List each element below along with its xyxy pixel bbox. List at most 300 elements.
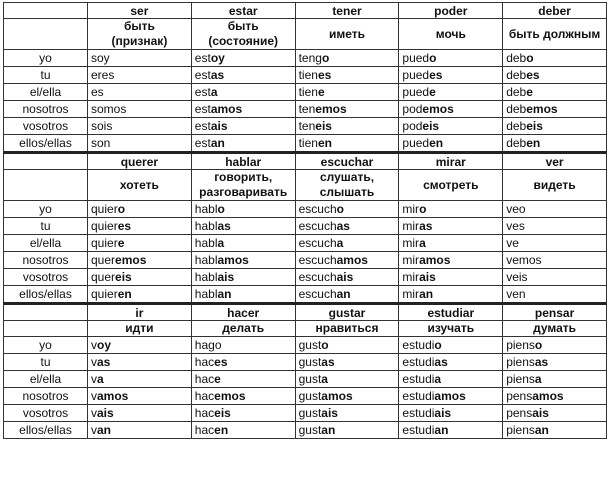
verb-form-cell	[88, 235, 192, 252]
verb-stem: estudi	[402, 355, 435, 369]
verb-infinitive: estudiar	[399, 304, 503, 321]
verb-stem: v	[91, 338, 97, 352]
verb-form-cell	[503, 235, 607, 252]
verb-stem: hac	[194, 389, 215, 403]
conjugation-table	[3, 2, 607, 439]
verb-stem: tien	[298, 68, 318, 82]
verb-translation: быть должным	[503, 19, 607, 50]
verb-form-cell	[503, 422, 607, 439]
verb-form-cell	[88, 252, 192, 269]
verb-form-cell	[399, 50, 503, 67]
verb-stem: mir	[402, 202, 420, 216]
verb-ending: o	[336, 202, 344, 216]
verb-form-cell	[295, 135, 399, 153]
verb-ending: an	[434, 423, 449, 437]
verb-stem: somos	[91, 102, 127, 116]
verb-form-cell	[88, 101, 192, 118]
empty-corner-cell	[4, 19, 88, 50]
pronoun-cell: tu	[4, 354, 88, 371]
pronoun-cell: yo	[4, 337, 88, 354]
verb-ending: o	[526, 51, 534, 65]
verb-stem: veis	[506, 270, 528, 284]
verb-form-cell	[399, 201, 503, 218]
verb-form-cell	[88, 50, 192, 67]
verb-stem: deb	[506, 102, 527, 116]
conjugation-row	[4, 135, 607, 153]
verb-stem: escuch	[298, 236, 337, 250]
verb-infinitive: ver	[503, 153, 607, 170]
verb-form-cell	[295, 201, 399, 218]
verb-ending: oy	[97, 338, 112, 352]
verb-form-cell	[191, 84, 295, 101]
verb-stem: teng	[298, 51, 322, 65]
verb-stem: escuch	[298, 253, 337, 267]
verb-form-cell	[399, 371, 503, 388]
pronoun-cell: el/ella	[4, 235, 88, 252]
verb-stem: piens	[506, 355, 535, 369]
verb-stem: tien	[298, 85, 318, 99]
verb-ending: eis	[526, 119, 543, 133]
verb-ending: as	[434, 355, 448, 369]
verb-ending: emos	[214, 389, 246, 403]
empty-corner-cell	[4, 3, 88, 19]
verb-stem: quer	[91, 253, 116, 267]
verb-stem: veo	[506, 202, 526, 216]
verb-ending: en	[317, 136, 332, 150]
verb-form-cell	[503, 118, 607, 135]
verb-form-cell	[399, 388, 503, 405]
verb-form-cell	[399, 235, 503, 252]
verb-infinitive: hacer	[191, 304, 295, 321]
verb-stem: quier	[91, 287, 118, 301]
verb-form-cell	[295, 252, 399, 269]
pronoun-cell: tu	[4, 67, 88, 84]
conjugation-row	[4, 405, 607, 422]
verb-stem: ven	[506, 287, 526, 301]
verb-stem: gust	[298, 389, 322, 403]
verb-ending: ais	[97, 406, 114, 420]
verb-form-cell	[399, 269, 503, 286]
verb-ending: ais	[217, 270, 235, 284]
verb-stem: piens	[506, 338, 535, 352]
verb-translation: делать	[191, 321, 295, 337]
verb-form-cell	[295, 50, 399, 67]
verb-infinitive: tener	[295, 3, 399, 19]
pronoun-cell: vosotros	[4, 269, 88, 286]
verb-infinitive: escuchar	[295, 153, 399, 170]
verb-stem: estudi	[402, 372, 435, 386]
verb-form-cell	[88, 269, 192, 286]
pronoun-cell: nosotros	[4, 252, 88, 269]
verb-stem: hac	[194, 423, 215, 437]
verb-stem: pued	[402, 51, 430, 65]
verb-form-cell	[503, 135, 607, 153]
verb-stem: escuch	[298, 287, 337, 301]
pronoun-cell: el/ella	[4, 84, 88, 101]
verb-ending: o	[419, 202, 427, 216]
verb-ending: o	[217, 202, 225, 216]
verb-stem: quer	[91, 270, 116, 284]
verb-header-row	[4, 3, 607, 19]
verb-infinitive: ir	[88, 304, 192, 321]
verb-form-cell	[399, 354, 503, 371]
verb-stem: quier	[91, 219, 118, 233]
empty-corner-cell	[4, 321, 88, 337]
pronoun-cell: ellos/ellas	[4, 135, 88, 153]
verb-infinitive: ser	[88, 3, 192, 19]
verb-form-cell	[503, 101, 607, 118]
verb-stem: tien	[298, 136, 318, 150]
verb-stem: pens	[506, 406, 533, 420]
verb-ending: an	[210, 136, 225, 150]
verb-ending: ais	[434, 406, 452, 420]
verb-form-cell	[191, 405, 295, 422]
verb-ending: e	[429, 85, 436, 99]
verb-form-cell	[503, 218, 607, 235]
conjugation-table-body	[4, 3, 607, 439]
verb-stem: mir	[402, 219, 420, 233]
verb-ending: en	[526, 136, 541, 150]
conjugation-row	[4, 422, 607, 439]
verb-translation: мочь	[399, 19, 503, 50]
verb-ending: as	[210, 68, 225, 82]
verb-stem: deb	[506, 85, 527, 99]
verb-form-cell	[295, 422, 399, 439]
verb-stem: deb	[506, 119, 527, 133]
verb-stem: escuch	[298, 270, 337, 284]
verb-form-cell	[503, 337, 607, 354]
verb-stem: habl	[194, 270, 218, 284]
verb-ending: an	[217, 287, 232, 301]
verb-ending: a	[321, 372, 328, 386]
verb-form-cell	[295, 388, 399, 405]
verb-ending: an	[534, 423, 549, 437]
verb-form-cell	[295, 269, 399, 286]
verb-form-cell	[191, 422, 295, 439]
verb-form-cell	[191, 371, 295, 388]
conjugation-row	[4, 337, 607, 354]
verb-stem: v	[91, 389, 97, 403]
verb-ending: as	[321, 355, 335, 369]
empty-corner-cell	[4, 170, 88, 201]
verb-ending: e	[214, 372, 221, 386]
verb-form-cell	[399, 337, 503, 354]
conjugation-row	[4, 67, 607, 84]
verb-form-cell	[503, 201, 607, 218]
verb-form-cell	[295, 354, 399, 371]
verb-stem: v	[91, 372, 97, 386]
verb-stem: mir	[402, 270, 420, 284]
verb-stem: habl	[194, 202, 218, 216]
verb-stem: pod	[402, 119, 423, 133]
verb-ending: a	[210, 85, 218, 99]
pronoun-cell: yo	[4, 50, 88, 67]
verb-stem: pod	[402, 102, 423, 116]
verb-form-cell	[295, 118, 399, 135]
verb-ending: emos	[422, 102, 454, 116]
verb-form-cell	[88, 388, 192, 405]
verb-stem: v	[91, 355, 97, 369]
verb-stem: hac	[194, 355, 215, 369]
verb-form-cell	[88, 67, 192, 84]
verb-stem: deb	[506, 136, 527, 150]
verb-stem: ten	[298, 119, 316, 133]
conjugation-row	[4, 201, 607, 218]
verb-header-row	[4, 304, 607, 321]
verb-form-cell	[88, 337, 192, 354]
verb-ending: o	[434, 338, 442, 352]
verb-form-cell	[191, 101, 295, 118]
verb-infinitive: hablar	[191, 153, 295, 170]
verb-ending: a	[336, 236, 344, 250]
pronoun-cell: ellos/ellas	[4, 422, 88, 439]
verb-form-cell	[191, 388, 295, 405]
verb-form-cell	[191, 269, 295, 286]
verb-stem: es	[91, 85, 104, 99]
verb-ending: ais	[419, 270, 436, 284]
verb-translation: смотреть	[399, 170, 503, 201]
pronoun-cell: yo	[4, 201, 88, 218]
verb-form-cell	[399, 422, 503, 439]
verb-stem: sois	[91, 119, 113, 133]
verb-form-cell	[399, 252, 503, 269]
verb-translation: быть (признак)	[88, 19, 192, 50]
verb-ending: eis	[214, 406, 231, 420]
verb-ending: en	[429, 136, 444, 150]
verb-form-cell	[399, 405, 503, 422]
pronoun-cell: tu	[4, 218, 88, 235]
verb-stem: estudi	[402, 338, 435, 352]
verb-ending: amos	[434, 389, 466, 403]
empty-corner-cell	[4, 153, 88, 170]
verb-stem: est	[194, 51, 211, 65]
verb-form-cell	[503, 50, 607, 67]
verb-ending: es	[214, 355, 228, 369]
verb-ending: es	[526, 68, 540, 82]
verb-stem: hago	[194, 338, 222, 352]
verb-ending: ais	[321, 406, 338, 420]
verb-stem: escuch	[298, 202, 337, 216]
verb-translation: изучать	[399, 321, 503, 337]
verb-form-cell	[503, 269, 607, 286]
conjugation-row	[4, 84, 607, 101]
verb-stem: estudi	[402, 406, 435, 420]
empty-corner-cell	[4, 304, 88, 321]
verb-stem: est	[194, 68, 211, 82]
verb-stem: hac	[194, 406, 215, 420]
translation-row	[4, 321, 607, 337]
verb-ending: amos	[419, 253, 451, 267]
verb-stem: soy	[91, 51, 110, 65]
verb-form-cell	[503, 67, 607, 84]
verb-ending: eis	[315, 119, 332, 133]
verb-form-cell	[295, 405, 399, 422]
verb-stem: escuch	[298, 219, 337, 233]
conjugation-row	[4, 118, 607, 135]
conjugation-row	[4, 235, 607, 252]
verb-ending: es	[317, 68, 332, 82]
verb-form-cell	[295, 218, 399, 235]
verb-infinitive: estar	[191, 3, 295, 19]
verb-stem: est	[194, 136, 211, 150]
verb-translation: хотеть	[88, 170, 192, 201]
verb-ending: amos	[210, 102, 243, 116]
verb-stem: quier	[91, 236, 118, 250]
verb-ending: o	[534, 338, 543, 352]
pronoun-cell: nosotros	[4, 101, 88, 118]
verb-translation: говорить, разговаривать	[191, 170, 295, 201]
verb-ending: an	[97, 423, 112, 437]
verb-stem: mir	[402, 236, 420, 250]
verb-form-cell	[191, 235, 295, 252]
verb-stem: ves	[506, 219, 525, 233]
verb-ending: a	[534, 372, 542, 386]
verb-ending: o	[117, 202, 126, 216]
verb-stem: eres	[91, 68, 115, 82]
pronoun-cell: ellos/ellas	[4, 286, 88, 304]
verb-stem: habl	[194, 287, 218, 301]
verb-ending: as	[336, 219, 350, 233]
verb-stem: vemos	[506, 253, 542, 267]
verb-stem: habl	[194, 253, 218, 267]
verb-ending: an	[419, 287, 434, 301]
verb-ending: a	[434, 372, 442, 386]
verb-stem: gust	[298, 355, 322, 369]
verb-stem: mir	[402, 287, 420, 301]
verb-ending: en	[214, 423, 229, 437]
conjugation-row	[4, 101, 607, 118]
verb-translation: думать	[503, 321, 607, 337]
verb-ending: eis	[422, 119, 440, 133]
verb-ending: emos	[115, 253, 147, 267]
verb-form-cell	[295, 337, 399, 354]
verb-form-cell	[503, 405, 607, 422]
verb-form-cell	[88, 84, 192, 101]
verb-form-cell	[191, 252, 295, 269]
verb-infinitive: gustar	[295, 304, 399, 321]
verb-stem: deb	[506, 68, 527, 82]
verb-form-cell	[295, 101, 399, 118]
conjugation-row	[4, 269, 607, 286]
pronoun-cell: el/ella	[4, 371, 88, 388]
verb-stem: deb	[506, 51, 527, 65]
verb-stem: gust	[298, 423, 322, 437]
verb-form-cell	[191, 354, 295, 371]
verb-ending: e	[526, 85, 533, 99]
verb-infinitive: querer	[88, 153, 192, 170]
verb-form-cell	[295, 67, 399, 84]
verb-infinitive: mirar	[399, 153, 503, 170]
verb-stem: quier	[91, 202, 118, 216]
conjugation-row	[4, 286, 607, 304]
verb-form-cell	[88, 422, 192, 439]
verb-stem: piens	[506, 372, 535, 386]
verb-form-cell	[399, 135, 503, 153]
verb-stem: mir	[402, 253, 420, 267]
verb-stem: pens	[506, 389, 533, 403]
verb-stem: gust	[298, 406, 322, 420]
verb-translation: иметь	[295, 19, 399, 50]
verb-form-cell	[191, 286, 295, 304]
pronoun-cell: nosotros	[4, 388, 88, 405]
verb-form-cell	[503, 286, 607, 304]
verb-stem: hac	[194, 372, 215, 386]
conjugation-row	[4, 218, 607, 235]
verb-stem: son	[91, 136, 111, 150]
verb-form-cell	[295, 286, 399, 304]
verb-ending: as	[97, 355, 111, 369]
verb-form-cell	[88, 286, 192, 304]
verb-stem: v	[91, 423, 97, 437]
verb-stem: piens	[506, 423, 535, 437]
verb-form-cell	[191, 135, 295, 153]
conjugation-row	[4, 388, 607, 405]
verb-ending: es	[117, 219, 132, 233]
verb-form-cell	[191, 218, 295, 235]
translation-row	[4, 19, 607, 50]
verb-stem: estudi	[402, 423, 435, 437]
verb-stem: ten	[298, 102, 316, 116]
verb-form-cell	[399, 118, 503, 135]
verb-form-cell	[191, 118, 295, 135]
verb-form-cell	[503, 354, 607, 371]
translation-row	[4, 170, 607, 201]
verb-ending: o	[321, 338, 329, 352]
verb-stem: habl	[194, 219, 218, 233]
verb-stem: est	[194, 102, 211, 116]
conjugation-row	[4, 354, 607, 371]
verb-form-cell	[191, 337, 295, 354]
verb-form-cell	[399, 67, 503, 84]
conjugation-row	[4, 50, 607, 67]
verb-stem: pued	[402, 85, 430, 99]
verb-infinitive: pensar	[503, 304, 607, 321]
verb-ending: amos	[217, 253, 249, 267]
verb-ending: o	[321, 51, 330, 65]
verb-stem: gust	[298, 372, 322, 386]
verb-form-cell	[399, 218, 503, 235]
verb-ending: a	[97, 372, 104, 386]
verb-stem: est	[194, 85, 211, 99]
verb-form-cell	[295, 84, 399, 101]
verb-form-cell	[399, 286, 503, 304]
verb-translation: быть (состояние)	[191, 19, 295, 50]
verb-stem: estudi	[402, 389, 435, 403]
verb-form-cell	[503, 371, 607, 388]
verb-ending: e	[117, 236, 125, 250]
verb-form-cell	[191, 67, 295, 84]
verb-form-cell	[191, 201, 295, 218]
verb-ending: an	[321, 423, 336, 437]
verb-form-cell	[295, 235, 399, 252]
conjugation-row	[4, 252, 607, 269]
verb-form-cell	[295, 371, 399, 388]
pronoun-cell: vosotros	[4, 405, 88, 422]
verb-ending: ais	[532, 406, 549, 420]
pronoun-cell: vosotros	[4, 118, 88, 135]
verb-ending: amos	[321, 389, 353, 403]
verb-ending: amos	[336, 253, 368, 267]
verb-stem: habl	[194, 236, 218, 250]
verb-ending: o	[429, 51, 437, 65]
verb-ending: en	[117, 287, 132, 301]
verb-infinitive: poder	[399, 3, 503, 19]
verb-stem: v	[91, 406, 97, 420]
verb-ending: es	[429, 68, 443, 82]
verb-ending: as	[419, 219, 433, 233]
verb-form-cell	[88, 354, 192, 371]
verb-translation: нравиться	[295, 321, 399, 337]
